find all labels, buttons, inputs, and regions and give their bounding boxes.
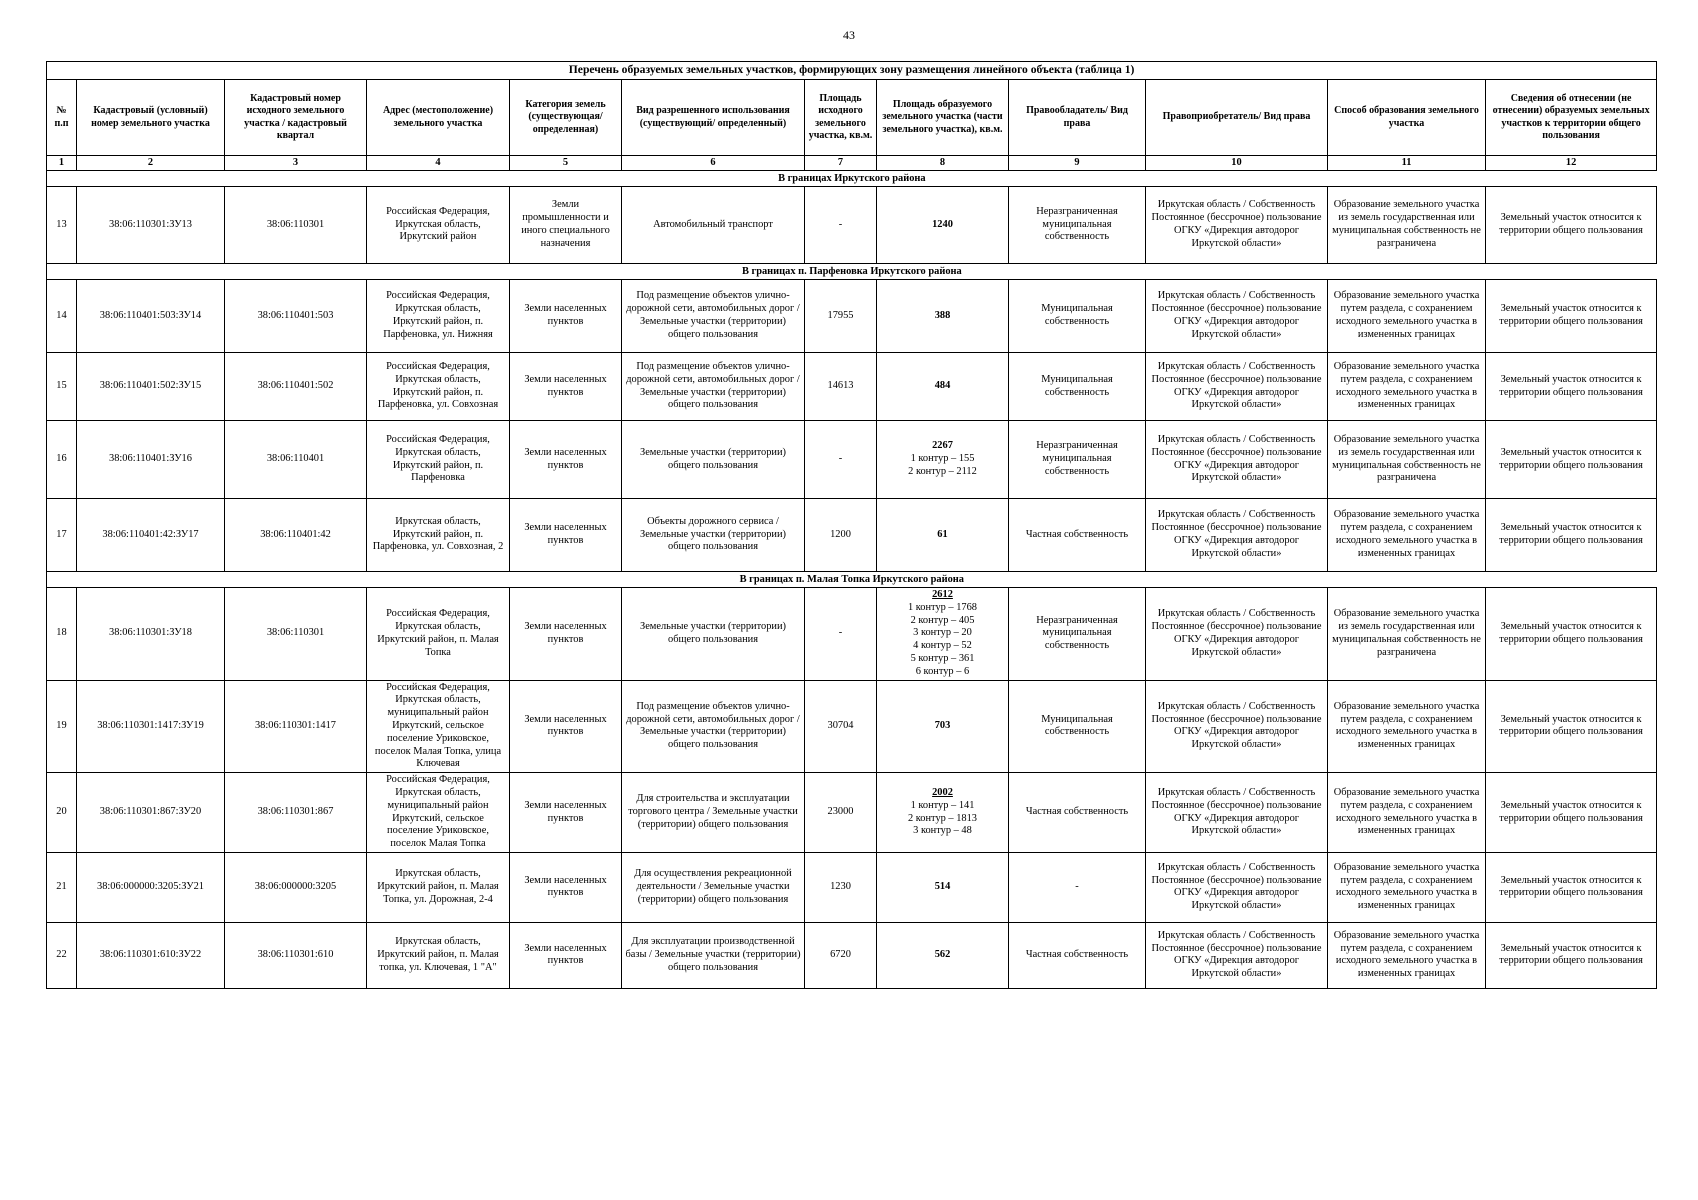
cell-acquirer: Иркутская область / Собственность Постоянное (бессрочное) пользование ОГКУ «Дирекция автодорог Иркутской области» xyxy=(1146,187,1328,264)
cell-owner: Частная собственность xyxy=(1009,499,1146,572)
cell-address: Российская Федерация, Иркутская область, Иркутский район, п. Парфеновка, ул. Совхозная xyxy=(367,353,510,421)
formed-area-block xyxy=(880,881,1005,894)
header-address: Адрес (местоположение) земельного участка xyxy=(367,80,510,156)
column-number: 4 xyxy=(367,156,510,171)
cell-address: Иркутская область, Иркутский район, п. Малая Топка, ул. Дорожная, 2-4 xyxy=(367,852,510,922)
cell-land-category: Земли населенных пунктов xyxy=(510,353,622,421)
header-source-area: Площадь исходного земельного участка, кв.м. xyxy=(805,80,877,156)
formed-area-total: 61 xyxy=(937,528,948,540)
formed-area-block xyxy=(880,787,1005,838)
column-number: 3 xyxy=(225,156,367,171)
cell-formation-method: Образование земельного участка путем раздела, с сохранением исходного земельного участка в измененных границах xyxy=(1328,852,1486,922)
table-row xyxy=(47,421,1657,499)
cell-source-area: 23000 xyxy=(805,773,877,853)
cell-owner: Неразграниченная муниципальная собственность xyxy=(1009,187,1146,264)
cell-source-cadastral-number: 38:06:110401 xyxy=(225,421,367,499)
cell-permitted-use: Под размещение объектов улично-дорожной сети, автомобильных дорог / Земельные участки (территории) общего пользования xyxy=(622,353,805,421)
header-source-cadastral-number: Кадастровый номер исходного земельного участка / кадастровый квартал xyxy=(225,80,367,156)
section-title: В границах Иркутского района xyxy=(47,171,1657,187)
cell-formation-method: Образование земельного участка путем раздела, с сохранением исходного земельного участка в измененных границах xyxy=(1328,680,1486,773)
formed-area-block xyxy=(880,219,1005,232)
table-row xyxy=(47,922,1657,988)
cell-formed-area xyxy=(877,280,1009,353)
cell-formation-method: Образование земельного участка путем раздела, с сохранением исходного земельного участка в измененных границах xyxy=(1328,499,1486,572)
cell-formed-area xyxy=(877,421,1009,499)
cell-source-cadastral-number: 38:06:110301 xyxy=(225,187,367,264)
section-row xyxy=(47,572,1657,588)
cell-address: Иркутская область, Иркутский район, п. Малая топка, ул. Ключевая, 1 "А" xyxy=(367,922,510,988)
cell-public-territory: Земельный участок относится к территории общего пользования xyxy=(1486,187,1657,264)
cell-source-cadastral-number: 38:06:110401:502 xyxy=(225,353,367,421)
cell-acquirer: Иркутская область / Собственность Постоянное (бессрочное) пользование ОГКУ «Дирекция автодорог Иркутской области» xyxy=(1146,680,1328,773)
cell-address: Российская Федерация, Иркутская область, Иркутский район, п. Парфеновка xyxy=(367,421,510,499)
cell-owner: Муниципальная собственность xyxy=(1009,280,1146,353)
header-formed-area: Площадь образуемого земельного участка (части земельного участка), кв.м. xyxy=(877,80,1009,156)
cell-row-number: 19 xyxy=(47,680,77,773)
formed-area-contour: 2 контур – 405 xyxy=(910,614,975,626)
cell-land-category: Земли населенных пунктов xyxy=(510,680,622,773)
cell-source-area: 1200 xyxy=(805,499,877,572)
header-land-category: Категория земель (существующая/ определенная) xyxy=(510,80,622,156)
cell-acquirer: Иркутская область / Собственность Постоянное (бессрочное) пользование ОГКУ «Дирекция автодорог Иркутской области» xyxy=(1146,588,1328,681)
cell-address: Российская Федерация, Иркутская область, Иркутский район, п. Малая Топка xyxy=(367,588,510,681)
formed-area-contour: 3 контур – 20 xyxy=(913,627,972,639)
cell-cadastral-number: 38:06:110401:42:ЗУ17 xyxy=(77,499,225,572)
table-row xyxy=(47,773,1657,853)
cell-formation-method: Образование земельного участка путем раздела, с сохранением исходного земельного участка в измененных границах xyxy=(1328,280,1486,353)
cell-formed-area xyxy=(877,588,1009,681)
cell-source-area: 14613 xyxy=(805,353,877,421)
cell-cadastral-number: 38:06:110301:610:ЗУ22 xyxy=(77,922,225,988)
cell-address: Иркутская область, Иркутский район, п. Парфеновка, ул. Совхозная, 2 xyxy=(367,499,510,572)
cell-cadastral-number: 38:06:000000:3205:ЗУ21 xyxy=(77,852,225,922)
formed-area-contour: 6 контур – 6 xyxy=(915,665,970,677)
section-row xyxy=(47,171,1657,187)
cell-formed-area xyxy=(877,852,1009,922)
cell-address: Российская Федерация, Иркутская область, Иркутский район, п. Парфеновка, ул. Нижняя xyxy=(367,280,510,353)
table-row xyxy=(47,187,1657,264)
cell-row-number: 18 xyxy=(47,588,77,681)
header-row-number: № п.п xyxy=(47,80,77,156)
formed-area-total: 562 xyxy=(934,949,951,961)
cell-permitted-use: Для осуществления рекреационной деятельности / Земельные участки (территории) общего пользования xyxy=(622,852,805,922)
cell-land-category: Земли населенных пунктов xyxy=(510,280,622,353)
cell-formed-area xyxy=(877,922,1009,988)
cell-owner: Муниципальная собственность xyxy=(1009,353,1146,421)
cell-address: Российская Федерация, Иркутская область, Иркутский район xyxy=(367,187,510,264)
cell-cadastral-number: 38:06:110301:ЗУ18 xyxy=(77,588,225,681)
cell-owner: Частная собственность xyxy=(1009,773,1146,853)
cell-source-area: - xyxy=(805,421,877,499)
formed-area-total: 2612 xyxy=(932,589,953,600)
cell-public-territory: Земельный участок относится к территории общего пользования xyxy=(1486,499,1657,572)
cell-acquirer: Иркутская область / Собственность Постоянное (бессрочное) пользование ОГКУ «Дирекция автодорог Иркутской области» xyxy=(1146,353,1328,421)
cell-acquirer: Иркутская область / Собственность Постоянное (бессрочное) пользование ОГКУ «Дирекция автодорог Иркутской области» xyxy=(1146,421,1328,499)
header-permitted-use: Вид разрешенного использования (существующий/ определенный) xyxy=(622,80,805,156)
cell-permitted-use: Земельные участки (территории) общего пользования xyxy=(622,588,805,681)
cell-row-number: 13 xyxy=(47,187,77,264)
cell-land-category: Земли населенных пунктов xyxy=(510,852,622,922)
table-row xyxy=(47,588,1657,681)
cell-formed-area xyxy=(877,773,1009,853)
cell-public-territory: Земельный участок относится к территории общего пользования xyxy=(1486,852,1657,922)
cell-source-area: - xyxy=(805,187,877,264)
table-body xyxy=(47,171,1657,989)
cell-formed-area xyxy=(877,680,1009,773)
formed-area-total: 514 xyxy=(934,881,951,893)
cell-public-territory: Земельный участок относится к территории общего пользования xyxy=(1486,421,1657,499)
column-number: 10 xyxy=(1146,156,1328,171)
cell-formation-method: Образование земельного участка путем раздела, с сохранением исходного земельного участка в измененных границах xyxy=(1328,353,1486,421)
cell-cadastral-number: 38:06:110401:ЗУ16 xyxy=(77,421,225,499)
cell-source-cadastral-number: 38:06:110301:867 xyxy=(225,773,367,853)
formed-area-contour: 4 контур – 52 xyxy=(913,640,972,652)
cell-source-area: 30704 xyxy=(805,680,877,773)
column-number: 5 xyxy=(510,156,622,171)
formed-area-contour: 5 контур – 361 xyxy=(910,652,975,664)
section-row xyxy=(47,264,1657,280)
formed-area-contour: 2 контур – 2112 xyxy=(908,465,977,477)
cell-row-number: 16 xyxy=(47,421,77,499)
cell-source-cadastral-number: 38:06:110301:610 xyxy=(225,922,367,988)
cell-source-area: 1230 xyxy=(805,852,877,922)
cell-cadastral-number: 38:06:110401:502:ЗУ15 xyxy=(77,353,225,421)
section-title: В границах п. Малая Топка Иркутского района xyxy=(47,572,1657,588)
cell-owner: Муниципальная собственность xyxy=(1009,680,1146,773)
cell-land-category: Земли населенных пунктов xyxy=(510,588,622,681)
cell-row-number: 22 xyxy=(47,922,77,988)
cell-address: Российская Федерация, Иркутская область, муниципальный район Иркутский, сельское поселение Уриковское, поселок Малая Топка, улица Ключевая xyxy=(367,680,510,773)
table-row xyxy=(47,499,1657,572)
cell-public-territory: Земельный участок относится к территории общего пользования xyxy=(1486,773,1657,853)
table-row xyxy=(47,852,1657,922)
page-number: 43 xyxy=(843,28,855,42)
cell-public-territory: Земельный участок относится к территории общего пользования xyxy=(1486,588,1657,681)
cell-permitted-use: Для эксплуатации производственной базы / Земельные участки (территории) общего пользования xyxy=(622,922,805,988)
cell-public-territory: Земельный участок относится к территории общего пользования xyxy=(1486,680,1657,773)
cell-owner: Неразграниченная муниципальная собственность xyxy=(1009,421,1146,499)
formed-area-block xyxy=(880,529,1005,542)
formed-area-block xyxy=(880,949,1005,962)
cell-permitted-use: Под размещение объектов улично-дорожной сети, автомобильных дорог / Земельные участки (территории) общего пользования xyxy=(622,680,805,773)
cell-source-cadastral-number: 38:06:110401:503 xyxy=(225,280,367,353)
formed-area-total: 484 xyxy=(934,380,951,392)
formed-area-total: 388 xyxy=(934,309,951,321)
cell-acquirer: Иркутская область / Собственность Постоянное (бессрочное) пользование ОГКУ «Дирекция автодорог Иркутской области» xyxy=(1146,773,1328,853)
column-number: 11 xyxy=(1328,156,1486,171)
formed-area-block xyxy=(880,310,1005,323)
cell-source-cadastral-number: 38:06:000000:3205 xyxy=(225,852,367,922)
column-number-row xyxy=(47,156,1657,171)
cell-formed-area xyxy=(877,353,1009,421)
formed-area-block xyxy=(880,440,1005,478)
header-acquirer: Правоприобретатель/ Вид права xyxy=(1146,80,1328,156)
cell-cadastral-number: 38:06:110301:ЗУ13 xyxy=(77,187,225,264)
cell-permitted-use: Автомобильный транспорт xyxy=(622,187,805,264)
section-title: В границах п. Парфеновка Иркутского района xyxy=(47,264,1657,280)
table-title: Перечень образуемых земельных участков, формирующих зону размещения линейного объекта (таблица 1) xyxy=(47,62,1657,80)
cell-land-category: Земли населенных пунктов xyxy=(510,499,622,572)
cell-permitted-use: Для строительства и эксплуатации торгового центра / Земельные участки (территории) общего пользования xyxy=(622,773,805,853)
header-formation-method: Способ образования земельного участка xyxy=(1328,80,1486,156)
cell-row-number: 14 xyxy=(47,280,77,353)
cell-acquirer: Иркутская область / Собственность Постоянное (бессрочное) пользование ОГКУ «Дирекция автодорог Иркутской области» xyxy=(1146,852,1328,922)
formed-area-contour: 1 контур – 1768 xyxy=(907,601,978,613)
formed-area-contour: 1 контур – 155 xyxy=(910,453,975,465)
formed-area-contour: 2 контур – 1813 xyxy=(907,812,978,824)
formed-area-block xyxy=(880,589,1005,679)
cell-address: Российская Федерация, Иркутская область, муниципальный район Иркутский, сельское поселение Уриковское, поселок Малая Топка xyxy=(367,773,510,853)
table-row xyxy=(47,280,1657,353)
cell-permitted-use: Земельные участки (территории) общего пользования xyxy=(622,421,805,499)
cell-permitted-use: Объекты дорожного сервиса / Земельные участки (территории) общего пользования xyxy=(622,499,805,572)
column-number: 9 xyxy=(1009,156,1146,171)
cell-acquirer: Иркутская область / Собственность Постоянное (бессрочное) пользование ОГКУ «Дирекция автодорог Иркутской области» xyxy=(1146,922,1328,988)
cell-public-territory: Земельный участок относится к территории общего пользования xyxy=(1486,280,1657,353)
formed-area-block xyxy=(880,380,1005,393)
cell-formation-method: Образование земельного участка из земель государственная или муниципальная собственность не разграничена xyxy=(1328,187,1486,264)
table-row xyxy=(47,680,1657,773)
cell-source-area: 17955 xyxy=(805,280,877,353)
cell-formed-area xyxy=(877,187,1009,264)
cell-row-number: 15 xyxy=(47,353,77,421)
cell-row-number: 21 xyxy=(47,852,77,922)
formed-area-total: 703 xyxy=(934,719,951,731)
formed-area-block xyxy=(880,720,1005,733)
cell-cadastral-number: 38:06:110301:1417:ЗУ19 xyxy=(77,680,225,773)
cell-public-territory: Земельный участок относится к территории общего пользования xyxy=(1486,353,1657,421)
column-number: 12 xyxy=(1486,156,1657,171)
cell-row-number: 20 xyxy=(47,773,77,853)
cell-permitted-use: Под размещение объектов улично-дорожной сети, автомобильных дорог / Земельные участки (территории) общего пользования xyxy=(622,280,805,353)
column-number: 6 xyxy=(622,156,805,171)
column-number: 1 xyxy=(47,156,77,171)
cell-land-category: Земли населенных пунктов xyxy=(510,421,622,499)
cell-acquirer: Иркутская область / Собственность Постоянное (бессрочное) пользование ОГКУ «Дирекция автодорог Иркутской области» xyxy=(1146,499,1328,572)
header-owner: Правообладатель/ Вид права xyxy=(1009,80,1146,156)
cell-source-cadastral-number: 38:06:110301 xyxy=(225,588,367,681)
column-number: 2 xyxy=(77,156,225,171)
land-plots-table-wrapper xyxy=(46,61,1656,989)
formed-area-contour: 1 контур – 141 xyxy=(910,799,975,811)
formed-area-total: 2267 xyxy=(932,440,953,452)
cell-formation-method: Образование земельного участка путем раздела, с сохранением исходного земельного участка в измененных границах xyxy=(1328,773,1486,853)
cell-source-area: 6720 xyxy=(805,922,877,988)
cell-formed-area xyxy=(877,499,1009,572)
cell-formation-method: Образование земельного участка из земель государственная или муниципальная собственность не разграничена xyxy=(1328,421,1486,499)
cell-owner: - xyxy=(1009,852,1146,922)
cell-owner: Частная собственность xyxy=(1009,922,1146,988)
formed-area-total: 1240 xyxy=(932,218,953,230)
cell-acquirer: Иркутская область / Собственность Постоянное (бессрочное) пользование ОГКУ «Дирекция автодорог Иркутской области» xyxy=(1146,280,1328,353)
land-plots-table xyxy=(46,61,1657,989)
cell-owner: Неразграниченная муниципальная собственность xyxy=(1009,588,1146,681)
column-number: 8 xyxy=(877,156,1009,171)
cell-row-number: 17 xyxy=(47,499,77,572)
cell-land-category: Земли населенных пунктов xyxy=(510,773,622,853)
header-public-territory: Сведения об отнесении (не отнесении) образуемых земельных участков к территории общего пользования xyxy=(1486,80,1657,156)
header-cadastral-number: Кадастровый (условный) номер земельного участка xyxy=(77,80,225,156)
formed-area-total: 2002 xyxy=(932,786,953,798)
cell-source-cadastral-number: 38:06:110301:1417 xyxy=(225,680,367,773)
cell-source-cadastral-number: 38:06:110401:42 xyxy=(225,499,367,572)
column-number: 7 xyxy=(805,156,877,171)
cell-cadastral-number: 38:06:110401:503:ЗУ14 xyxy=(77,280,225,353)
cell-formation-method: Образование земельного участка путем раздела, с сохранением исходного земельного участка в измененных границах xyxy=(1328,922,1486,988)
cell-formation-method: Образование земельного участка из земель государственная или муниципальная собственность не разграничена xyxy=(1328,588,1486,681)
cell-land-category: Земли промышленности и иного специального назначения xyxy=(510,187,622,264)
table-row xyxy=(47,353,1657,421)
cell-public-territory: Земельный участок относится к территории общего пользования xyxy=(1486,922,1657,988)
cell-source-area: - xyxy=(805,588,877,681)
cell-cadastral-number: 38:06:110301:867:ЗУ20 xyxy=(77,773,225,853)
formed-area-contour: 3 контур – 48 xyxy=(913,825,972,837)
cell-land-category: Земли населенных пунктов xyxy=(510,922,622,988)
